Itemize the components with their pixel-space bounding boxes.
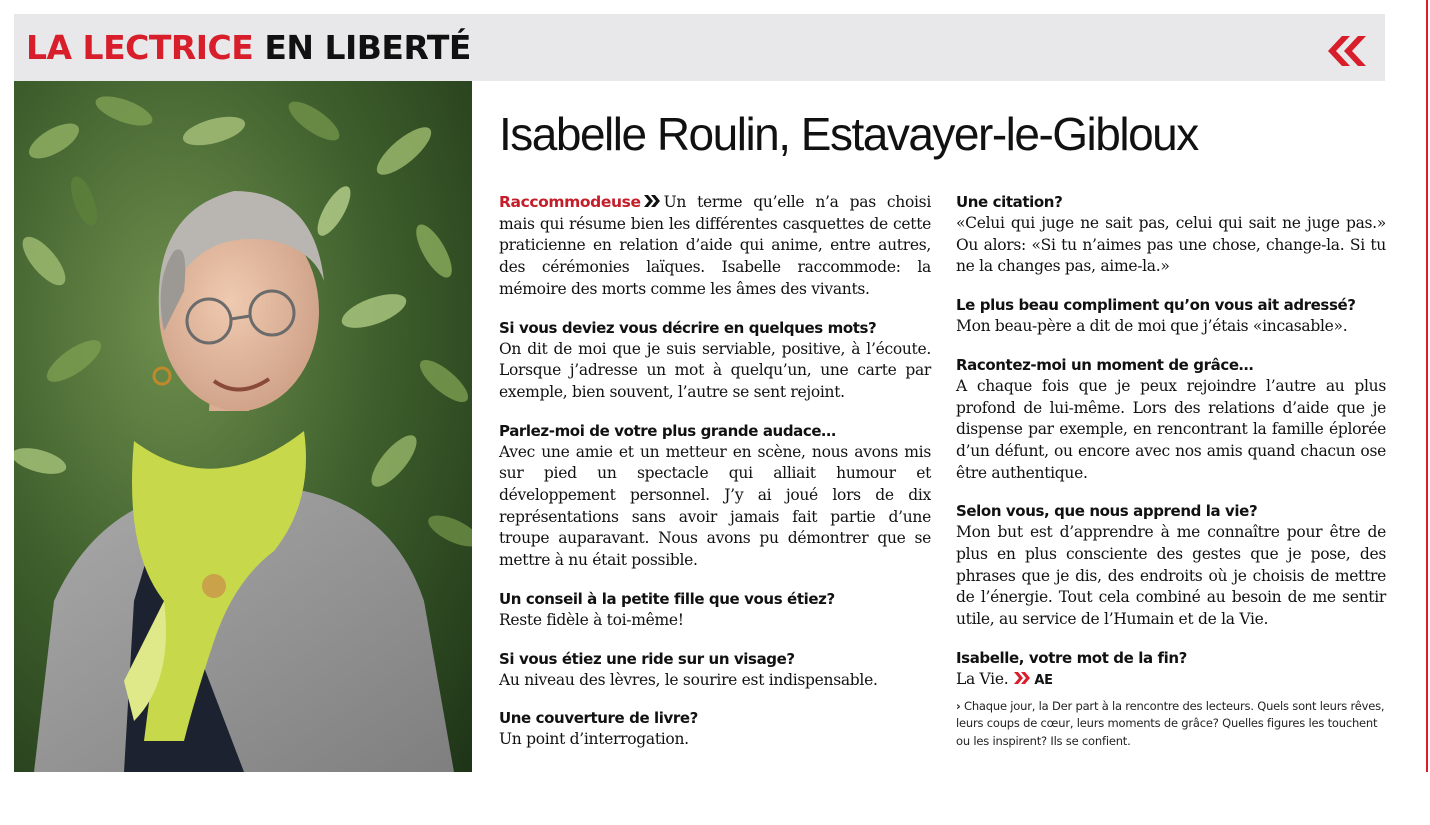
question: Selon vous, que nous apprend la vie? <box>956 502 1258 521</box>
page-edge-rule <box>1426 0 1428 772</box>
question: Le plus beau compliment qu’on vous ait adressé? <box>956 296 1356 315</box>
portrait-photo <box>14 81 472 772</box>
section-title-red: LA LECTRICE <box>26 28 254 67</box>
answer: Reste fidèle à toi-même! <box>499 610 684 629</box>
qa-block <box>956 295 1386 338</box>
closing-block <box>956 648 1386 692</box>
question: Une citation? <box>956 193 1063 211</box>
question: Une couverture de livre? <box>499 709 698 728</box>
right-column <box>956 192 1386 750</box>
question: Parlez-moi de votre plus grande audace… <box>499 421 836 440</box>
qa-block <box>956 501 1386 631</box>
qa-block <box>499 708 931 751</box>
left-column <box>499 192 931 768</box>
intro-text: Un terme qu’elle n’a pas choisi mais qui résume bien les différentes casquettes de cette praticienne en relation d’aide qui anime, entre autres, des cérémonies laïques. Isabelle raccommode: la mémoire des morts comme les âmes des vivants. <box>499 193 931 298</box>
answer: A chaque fois que je peux rejoindre l’autre au plus profond de lui-même. Lors des relations d’aide que je dispense par exemple, en rencontrant la famille éplorée d’un défunt, ou encore avec nos amis quand chacun ose être authentique. <box>956 376 1386 482</box>
closing-text: La Vie. <box>956 669 1009 688</box>
article-headline: Isabelle Roulin, Estavayer-le-Gibloux <box>499 108 1198 160</box>
header-bar <box>14 14 1385 81</box>
answer: Mon beau-père a dit de moi que j’étais «incasable». <box>956 317 1348 336</box>
question: Si vous deviez vous décrire en quelques mots? <box>499 318 877 337</box>
section-title-black: EN LIBERTÉ <box>264 28 471 67</box>
question: Racontez-moi un moment de grâce… <box>956 355 1254 374</box>
footnote-arrow-icon: › <box>956 698 961 713</box>
closing-answer <box>956 669 1386 692</box>
double-chevron-right-icon <box>644 195 661 207</box>
intro-paragraph <box>499 192 931 301</box>
question: Un conseil à la petite fille que vous étiez? <box>499 589 835 608</box>
qa-block <box>956 355 1386 485</box>
section-title <box>26 26 471 70</box>
footnote-text: Chaque jour, la Der part à la rencontre des lecteurs. Quels sont leurs rêves, leurs coups de cœur, leurs moments de grâce? Quelles figures les touchent ou les inspirent? Ils se confient. <box>956 698 1385 748</box>
question: Si vous étiez une ride sur un visage? <box>499 649 795 668</box>
double-chevron-right-icon <box>1014 672 1031 684</box>
qa-block <box>499 649 931 692</box>
footnote <box>956 698 1386 751</box>
answer: Un point d’interrogation. <box>499 730 689 749</box>
question: Isabelle, votre mot de la fin? <box>956 648 1187 667</box>
double-chevron-left-icon <box>1326 36 1370 66</box>
qa-block <box>956 192 1386 278</box>
answer: Au niveau des lèvres, le sourire est indispensable. <box>499 670 878 689</box>
qa-block <box>499 589 931 632</box>
author-signature: AE <box>1034 672 1053 688</box>
answer: Avec une amie et un metteur en scène, nous avons mis sur pied un spectacle qui alliait humour et développement personnel. J’y ai joué lors de dix représentations sans avoir jamais fait partie d’une troupe auparavant. Nous avons pu démontrer que se mettre à nu était possible. <box>499 442 931 570</box>
answer: On dit de moi que je suis serviable, positive, à l’écoute. Lorsque j’adresse un mot à quelqu’un, une carte par exemple, bien souvent, l’autre se sent rejoint. <box>499 339 931 401</box>
answer: «Celui qui juge ne sait pas, celui qui sait ne juge pas.» Ou alors: «Si tu n’aimes pas une chose, change-la. Si tu ne la changes pas, aime-la.» <box>956 214 1386 276</box>
qa-block <box>499 318 931 404</box>
answer: Mon but est d’apprendre à me connaître pour être de plus en plus consciente des gestes que je pose, des phrases que je dis, des endroits où je choisis de mettre de l’énergie. Tout cela combiné au besoin de me sentir utile, au service de l’Humain et de la Vie. <box>956 523 1386 629</box>
qa-block <box>499 421 931 572</box>
intro-label: Raccommodeuse <box>499 193 641 211</box>
